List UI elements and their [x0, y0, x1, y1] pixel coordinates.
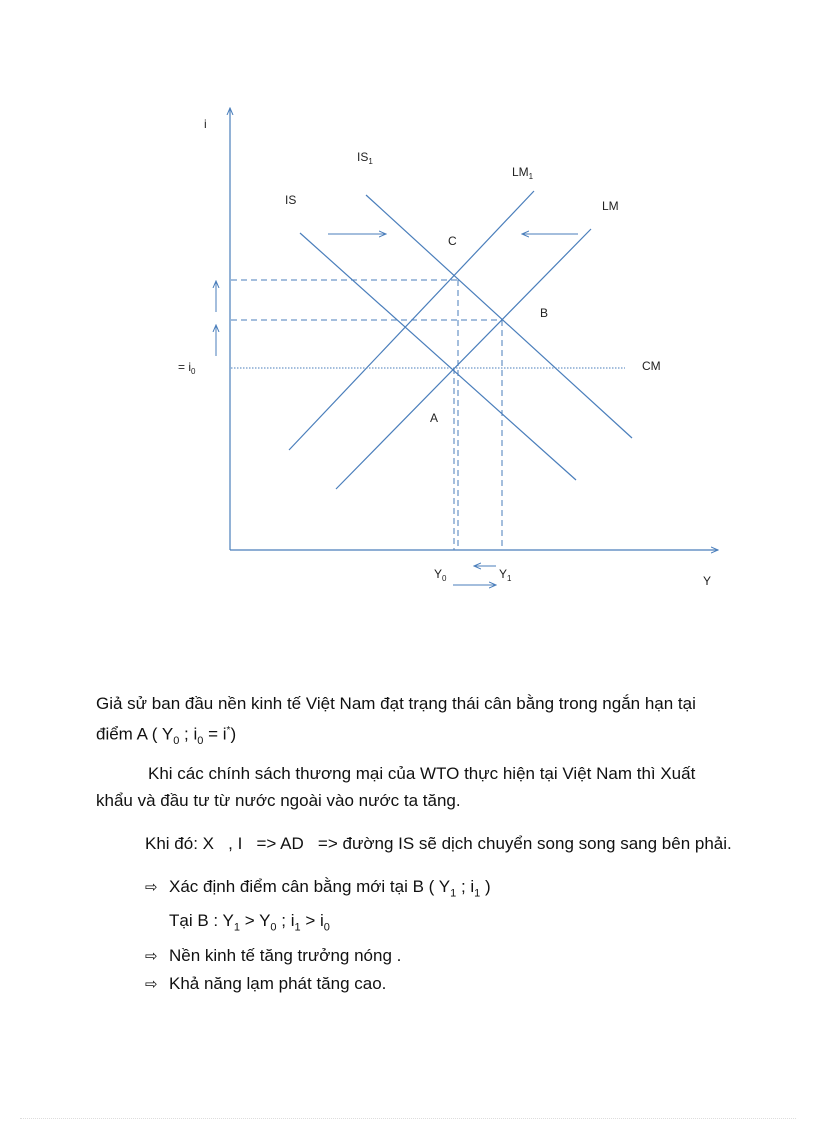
lm1-label: $LM_1$	[512, 165, 534, 181]
p1-line2: điểm A ( $Y_0$ ; $i_0 = i^*$)	[96, 724, 237, 748]
bullet-new-equilibrium-detail: Tại B : $Y_1 > Y_0$ ; $i_1 > i_0$	[169, 911, 330, 934]
bullet-overheating: ⇨ Nền kinh tế tăng trưởng nóng .	[145, 942, 745, 970]
page-bottom-rule	[20, 1118, 796, 1119]
bullet-inflation: ⇨ Khả năng lạm phát tăng cao.	[145, 970, 745, 998]
point-c-label: C	[448, 234, 457, 248]
cm-label: CM	[642, 359, 661, 373]
axis-y-label: Y	[703, 574, 712, 588]
p2-line1: Khi các chính sách thương mại của WTO thực hiện tại Việt Nam thì Xuất	[148, 764, 696, 783]
arrow-bullet-icon: ⇨	[145, 947, 158, 965]
paragraph-wto-policy	[96, 760, 736, 814]
point-a-label: A	[430, 411, 439, 425]
arrow-bullet-icon: ⇨	[145, 879, 158, 896]
lm-label: LM	[602, 199, 619, 213]
arrow-bullet-icon: ⇨	[145, 975, 158, 993]
point-b-label: B	[540, 306, 549, 320]
is1-curve	[366, 195, 632, 438]
bullet-new-equilibrium: ⇨ Xác định điểm cân bằng mới tại B ( $Y_1$ ; $i_1$ )	[145, 873, 745, 907]
is-label: IS	[285, 193, 297, 207]
is-curve	[300, 233, 576, 480]
axis-i-label: i	[204, 117, 207, 131]
i0-label: = $i_0$	[178, 360, 196, 376]
paragraph-initial-equilibrium	[96, 690, 736, 755]
conclusion-list	[145, 873, 745, 998]
paragraph-is-shift: Khi đó: X , I => AD => đường IS sẽ dịch chuyển song song sang bên phải.	[145, 834, 732, 853]
y0-label: $Y_0$	[434, 567, 447, 583]
lm-curve	[336, 229, 591, 489]
y1-label: $Y_1$	[499, 567, 512, 583]
is1-label: $IS_1$	[357, 150, 373, 166]
p1-line1: Giả sử ban đầu nền kinh tế Việt Nam đạt trạng thái cân bằng trong ngắn hạn tại	[96, 694, 696, 713]
p2-line2: khẩu và đầu tư từ nước ngoài vào nước ta tăng.	[96, 791, 461, 810]
